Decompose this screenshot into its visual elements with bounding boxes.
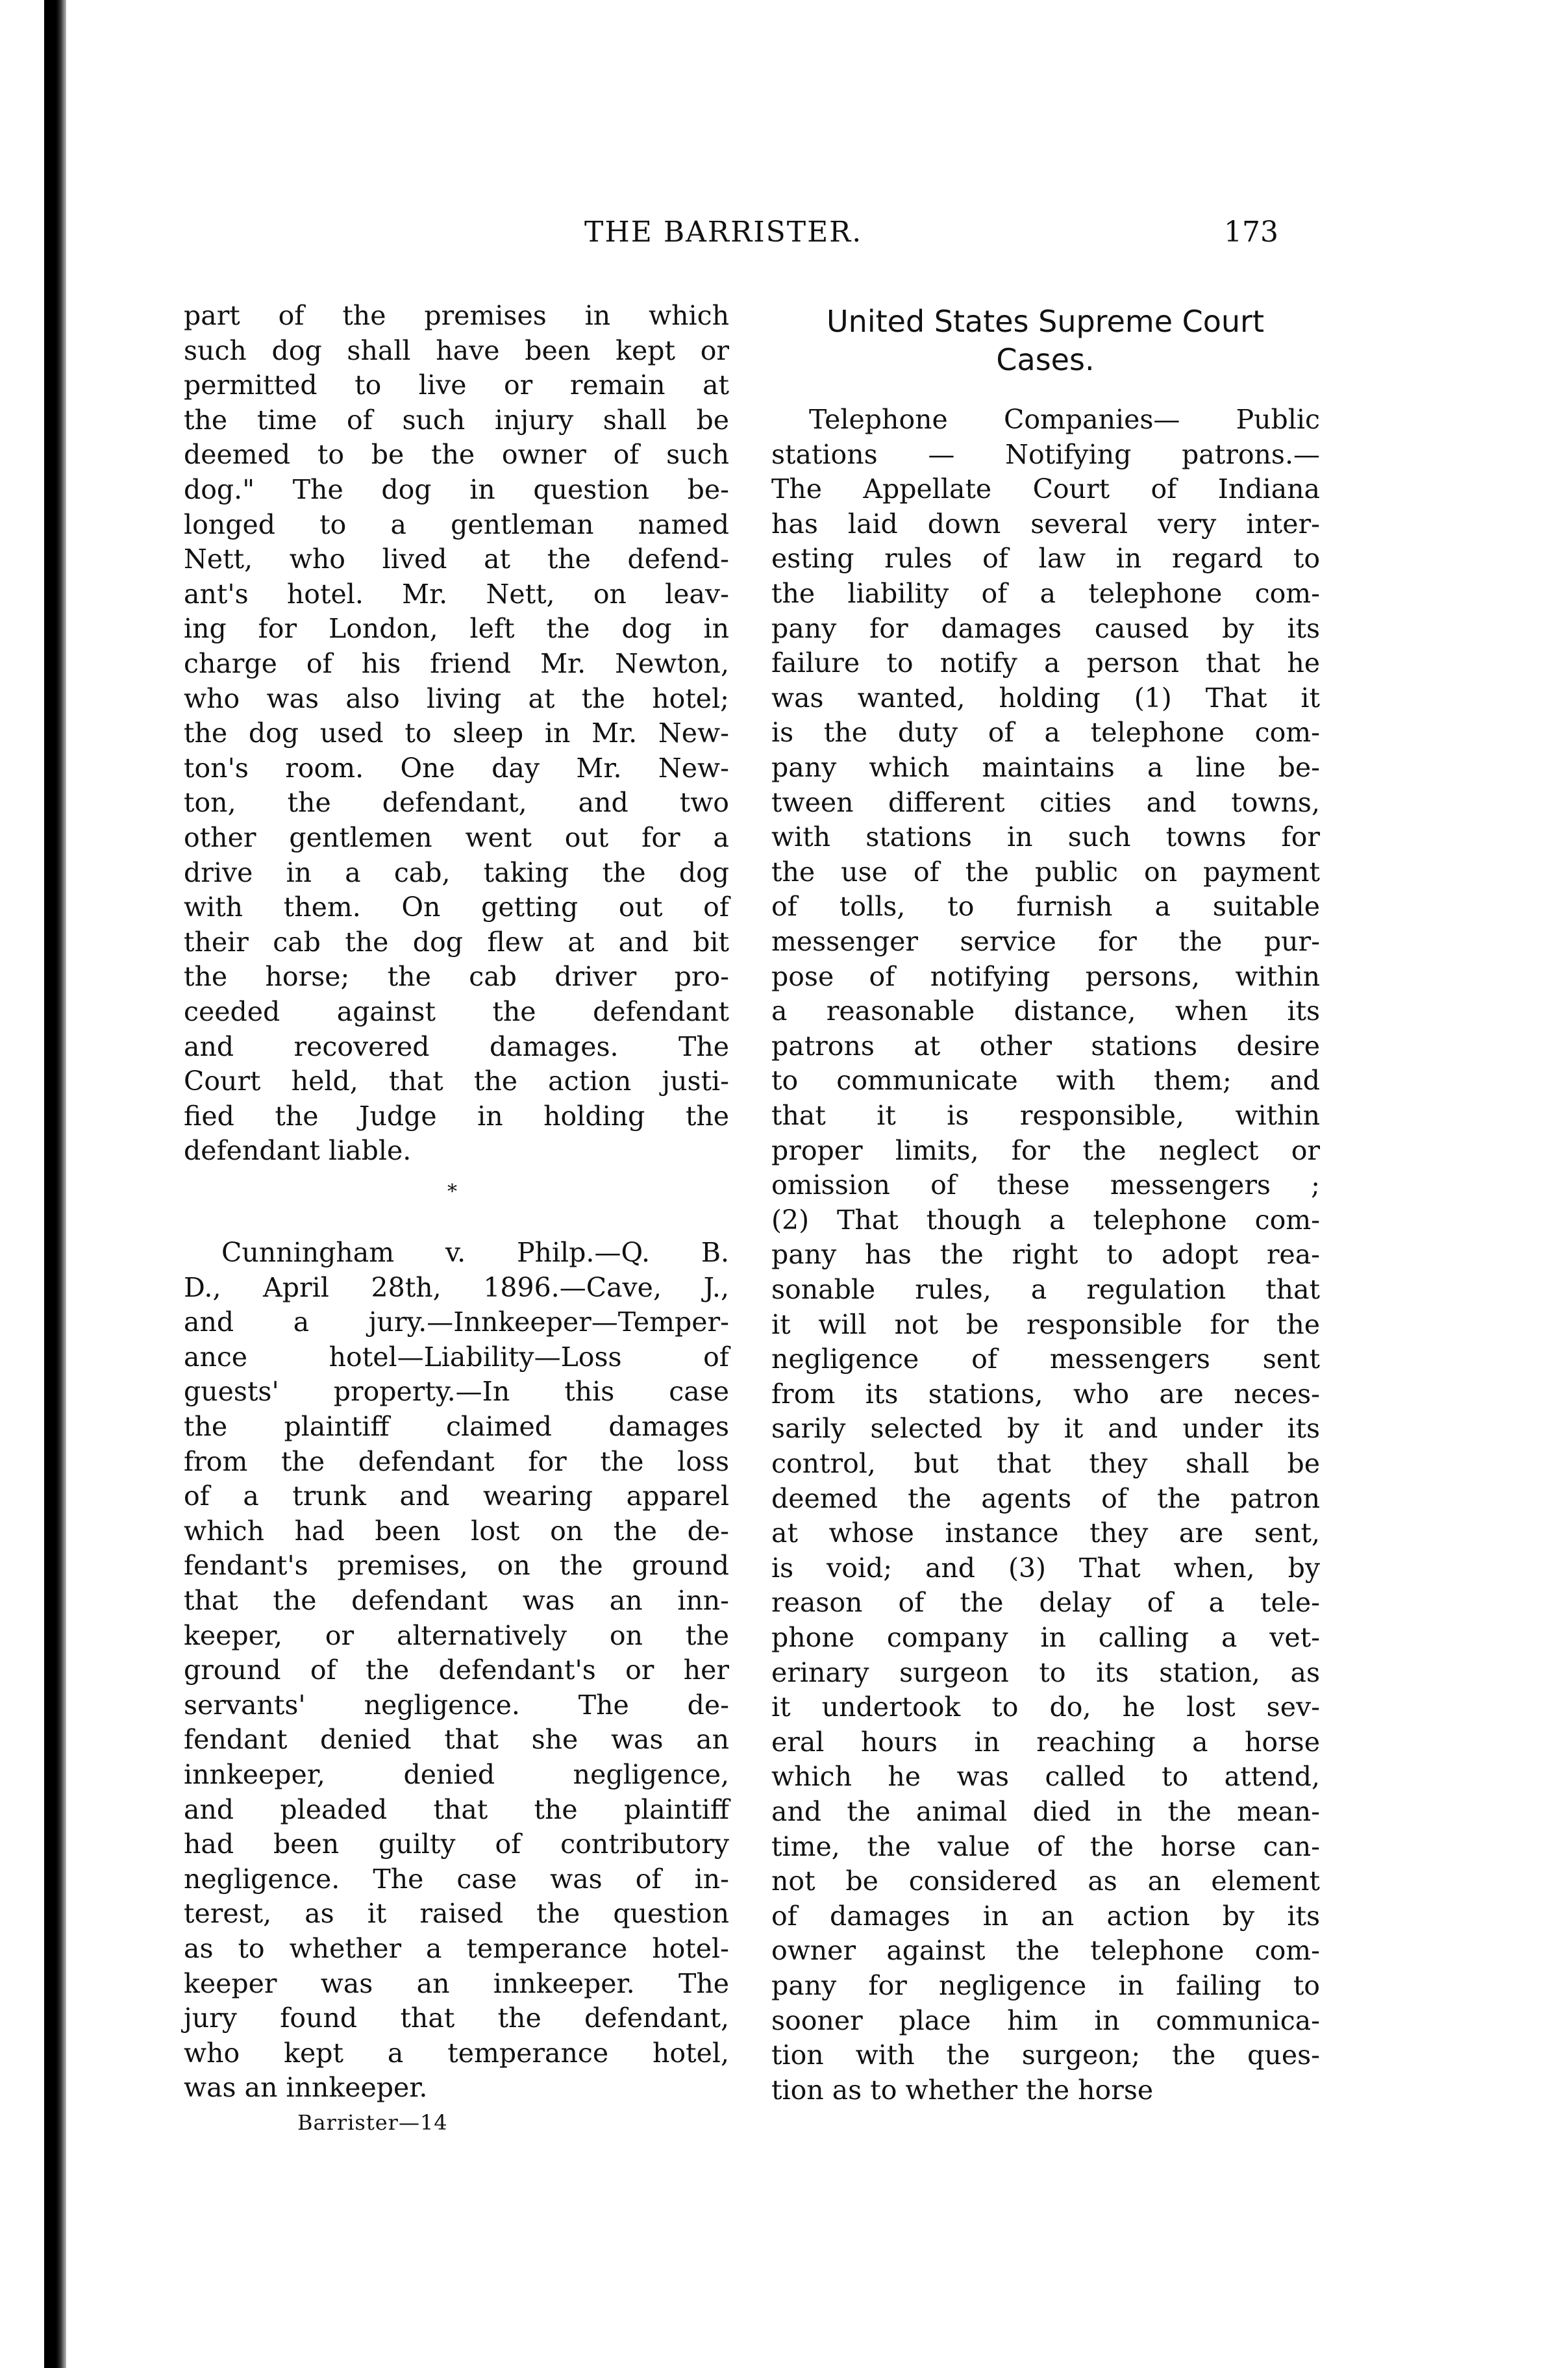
text-line: ton's room. One day Mr. New- xyxy=(184,752,729,784)
text-line: Cunningham v. Philp.—Q. B. xyxy=(221,1237,729,1268)
text-line: from its stations, who are neces- xyxy=(771,1378,1320,1410)
text-line: servants' negligence. The de- xyxy=(184,1689,729,1721)
text-line: Court held, that the action justi- xyxy=(184,1066,729,1097)
text-line: reason of the delay of a tele- xyxy=(771,1587,1320,1619)
text-line: that the defendant was an inn- xyxy=(184,1585,729,1616)
text-line: fendant denied that she was an xyxy=(184,1724,729,1756)
text-line: ant's hotel. Mr. Nett, on leav- xyxy=(184,578,729,610)
text-line: erinary surgeon to its station, as xyxy=(771,1656,1320,1688)
text-line: Telephone Companies— Public xyxy=(809,404,1320,435)
text-line: ground of the defendant's or her xyxy=(184,1654,729,1686)
text-line: has laid down several very inter- xyxy=(771,508,1320,540)
text-line: jury found that the defendant, xyxy=(184,2002,729,2034)
section-heading-line-2: Cases. xyxy=(996,342,1095,377)
text-line: pany for damages caused by its xyxy=(771,612,1320,644)
text-line: is void; and (3) That when, by xyxy=(771,1552,1320,1584)
text-line: of a trunk and wearing apparel xyxy=(184,1480,729,1512)
text-line: who was also living at the hotel; xyxy=(184,682,729,714)
text-line: phone company in calling a vet- xyxy=(771,1622,1320,1653)
text-line: The Appellate Court of Indiana xyxy=(771,473,1320,505)
text-line: the time of such injury shall be xyxy=(184,404,729,436)
text-line: stations — Notifying patrons.— xyxy=(771,438,1320,470)
text-line: the liability of a telephone com- xyxy=(771,578,1320,609)
text-line: other gentlemen went out for a xyxy=(184,822,729,853)
text-line: messenger service for the pur- xyxy=(771,926,1320,957)
text-line: and pleaded that the plaintiff xyxy=(184,1793,729,1825)
text-line: had been guilty of contributory xyxy=(184,1828,729,1860)
text-line: with stations in such towns for xyxy=(771,821,1320,853)
text-line: dog." The dog in question be- xyxy=(184,474,729,505)
text-line: which he was called to attend, xyxy=(771,1761,1320,1793)
text-line: fied the Judge in holding the xyxy=(184,1100,729,1132)
text-line: of damages in an action by its xyxy=(771,1900,1320,1932)
text-line: their cab the dog flew at and bit xyxy=(184,926,729,958)
text-line: ceeded against the defendant xyxy=(184,996,729,1027)
text-line: negligence. The case was of in- xyxy=(184,1863,729,1895)
text-line: innkeeper, denied negligence, xyxy=(184,1759,729,1790)
text-line: proper limits, for the neglect or xyxy=(771,1134,1320,1166)
text-line: (2) That though a telephone com- xyxy=(771,1204,1320,1236)
text-line: of tolls, to furnish a suitable xyxy=(771,891,1320,923)
running-header-title: THE BARRISTER. xyxy=(584,216,863,249)
text-line: owner against the telephone com- xyxy=(771,1935,1320,1967)
text-line: the use of the public on payment xyxy=(771,856,1320,888)
text-line: as to whether a temperance hotel- xyxy=(184,1933,729,1964)
text-line: terest, as it raised the question xyxy=(184,1898,729,1930)
text-line: D., April 28th, 1896.—Cave, J., xyxy=(184,1271,729,1303)
text-line: was an innkeeper. xyxy=(184,2072,428,2104)
scan-edge-shadow xyxy=(44,0,66,2368)
text-line: failure to notify a person that he xyxy=(771,647,1320,679)
text-line: it will not be responsible for the xyxy=(771,1308,1320,1340)
text-line: sooner place him in communica- xyxy=(771,2004,1320,2036)
text-line: was wanted, holding (1) That it xyxy=(771,682,1320,714)
section-separator-mark: * xyxy=(447,1180,457,1203)
signature-mark: Barrister—14 xyxy=(297,2110,448,2135)
text-line: and the animal died in the mean- xyxy=(771,1796,1320,1827)
text-line: permitted to live or remain at xyxy=(184,369,729,401)
text-line: sonable rules, a regulation that xyxy=(771,1274,1320,1305)
text-line: pose of notifying persons, within xyxy=(771,960,1320,992)
text-line: who kept a temperance hotel, xyxy=(184,2037,729,2069)
text-line: pany has the right to adopt rea- xyxy=(771,1239,1320,1271)
text-line: that it is responsible, within xyxy=(771,1100,1320,1131)
text-line: guests' property.—In this case xyxy=(184,1376,729,1408)
text-line: tion with the surgeon; the ques- xyxy=(771,2039,1320,2071)
text-line: and recovered damages. The xyxy=(184,1030,729,1062)
text-line: it undertook to do, he lost sev- xyxy=(771,1691,1320,1723)
text-line: sarily selected by it and under its xyxy=(771,1413,1320,1445)
text-line: ance hotel—Liability—Loss of xyxy=(184,1341,729,1373)
text-line: time, the value of the horse can- xyxy=(771,1830,1320,1862)
text-line: keeper, or alternatively on the xyxy=(184,1619,729,1651)
text-line: tion as to whether the horse xyxy=(771,2074,1154,2106)
text-line: ing for London, left the dog in xyxy=(184,613,729,645)
text-line: eral hours in reaching a horse xyxy=(771,1726,1320,1758)
text-line: omission of these messengers ; xyxy=(771,1169,1320,1201)
text-line: the dog used to sleep in Mr. New- xyxy=(184,717,729,749)
text-line: patrons at other stations desire xyxy=(771,1030,1320,1062)
text-line: esting rules of law in regard to xyxy=(771,543,1320,575)
text-line: deemed the agents of the patron xyxy=(771,1482,1320,1514)
text-line: Nett, who lived at the defend- xyxy=(184,543,729,575)
text-line: such dog shall have been kept or xyxy=(184,334,729,366)
text-line: not be considered as an element xyxy=(771,1865,1320,1897)
text-line: and a jury.—Innkeeper—Temper- xyxy=(184,1306,729,1338)
text-line: tween different cities and towns, xyxy=(771,786,1320,818)
section-heading-line-1: United States Supreme Court xyxy=(827,304,1264,339)
text-line: with them. On getting out of xyxy=(184,891,729,923)
text-line: fendant's premises, on the ground xyxy=(184,1550,729,1582)
text-line: charge of his friend Mr. Newton, xyxy=(184,648,729,679)
text-line: deemed to be the owner of such xyxy=(184,439,729,471)
text-line: pany for negligence in failing to xyxy=(771,1970,1320,2001)
text-line: control, but that they shall be xyxy=(771,1448,1320,1479)
text-line: from the defendant for the loss xyxy=(184,1445,729,1477)
text-line: at whose instance they are sent, xyxy=(771,1517,1320,1549)
text-line: keeper was an innkeeper. The xyxy=(184,1967,729,1999)
text-line: drive in a cab, taking the dog xyxy=(184,856,729,888)
text-line: ton, the defendant, and two xyxy=(184,787,729,819)
text-line: the horse; the cab driver pro- xyxy=(184,961,729,993)
text-line: longed to a gentleman named xyxy=(184,508,729,540)
text-line: the plaintiff claimed damages xyxy=(184,1411,729,1442)
text-line: negligence of messengers sent xyxy=(771,1343,1320,1375)
page-number: 173 xyxy=(1224,216,1278,249)
text-line: is the duty of a telephone com- xyxy=(771,717,1320,749)
text-line: which had been lost on the de- xyxy=(184,1515,729,1547)
text-line: a reasonable distance, when its xyxy=(771,995,1320,1027)
text-line: defendant liable. xyxy=(184,1135,412,1167)
text-line: pany which maintains a line be- xyxy=(771,752,1320,783)
text-line: part of the premises in which xyxy=(184,300,729,331)
text-line: to communicate with them; and xyxy=(771,1065,1320,1097)
